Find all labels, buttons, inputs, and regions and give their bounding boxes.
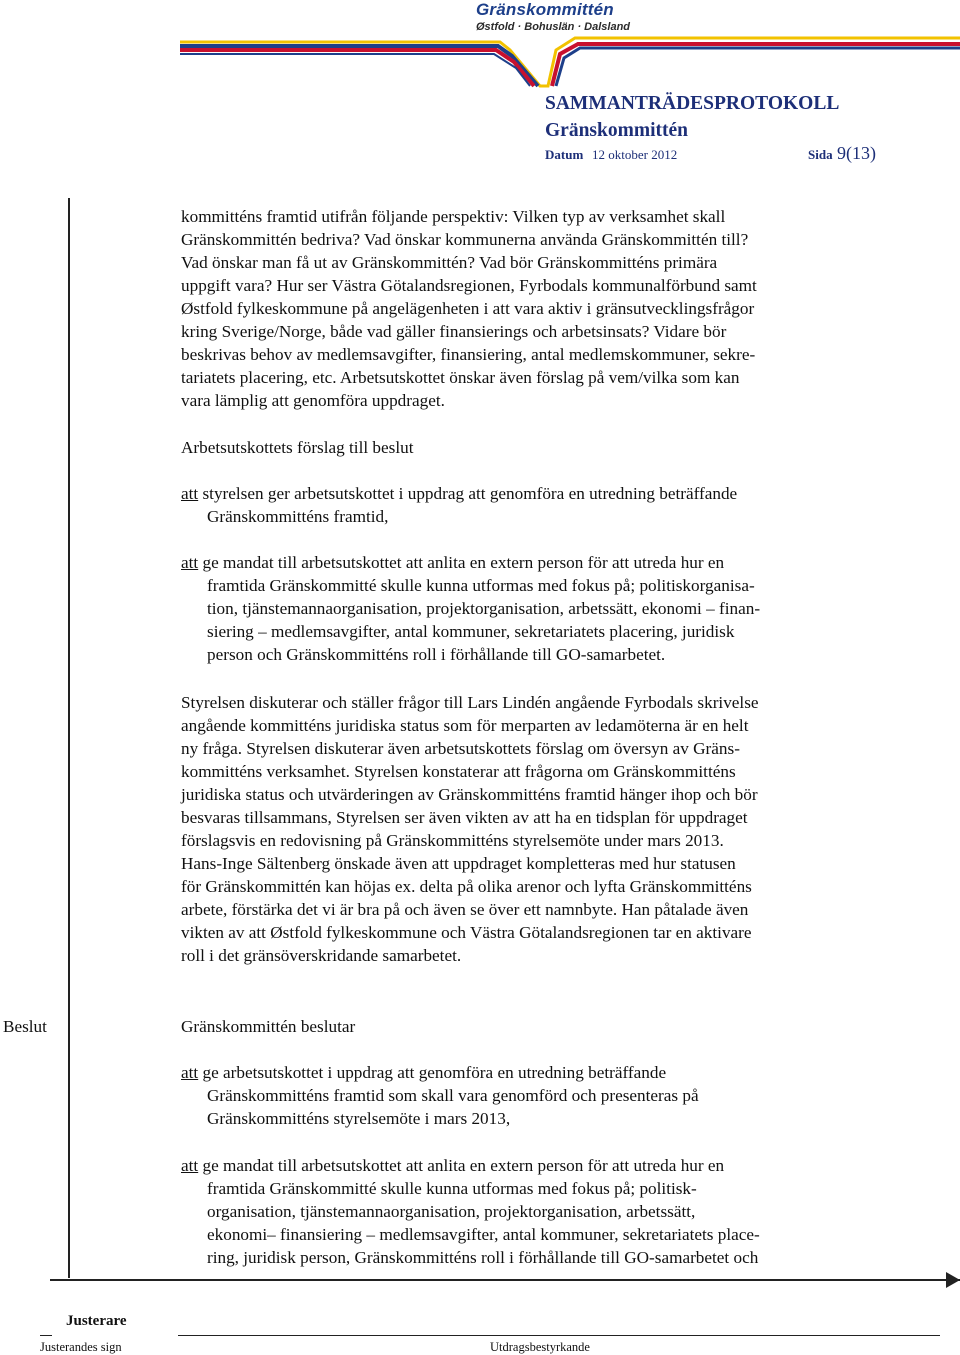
text-line: att ge arbetsutskottet i uppdrag att genomföra en utredning beträffande <box>181 1063 667 1082</box>
margin-rule <box>68 198 70 1278</box>
text-line: Styrelsen diskuterar och ställer frågor till Lars Lindén angående Fyrbodals skrivelse <box>181 693 759 712</box>
text-line: organisation, tjänstemannaorganisation, projektorganisation, arbetssätt, <box>207 1202 696 1221</box>
text-line: Gränskommitténs styrelsemöte i mars 2013, <box>207 1109 511 1128</box>
text-line: Gränskommittén bedriva? Vad önskar kommunerna använda Gränskommittén till? <box>181 230 749 249</box>
text-line: tariatets placering, etc. Arbetsutskottet önskar även förslag på vem/vilka som kan <box>181 368 740 387</box>
text-line: förslagsvis en redovisning på Gränskommitténs styrelsemöte under mars 2013. <box>181 831 724 850</box>
text-line: för Gränskommittén kan höjas ex. delta på olika arenor och lyfta Gränskommitténs <box>181 877 752 896</box>
decision-label: Beslut <box>3 1017 47 1036</box>
organization-name: Gränskommittén <box>545 120 688 141</box>
text-line: roll i det gränsöverskridande samarbetet. <box>181 946 462 965</box>
text-line: kommitténs framtid utifrån följande perspektiv: Vilken typ av verksamhet skall <box>181 207 726 226</box>
decision-heading: Gränskommittén beslutar <box>181 1017 356 1036</box>
text-line: angående kommitténs juridiska status som för merparten av ledamöterna är en helt <box>181 716 749 735</box>
text-line: siering – medlemsavgifter, antal kommuner, sekretariatets placering, juridisk <box>207 622 735 641</box>
footer-utdragsbestyrkande: Utdragsbestyrkande <box>490 1340 590 1354</box>
text-line: beskrivas behov av medlemsavgifter, finansiering, antal medlemskommuner, sekre- <box>181 345 756 364</box>
logo-title: Gränskommittén <box>476 0 614 19</box>
text-line: att styrelsen ger arbetsutskottet i uppdrag att genomföra en utredning beträffande <box>181 484 738 503</box>
text-line: Gränskommitténs framtid, <box>207 507 389 526</box>
text-line: arbete, förstärka det vi är bra på och även se över ett namnbyte. Han påtalade även <box>181 900 749 919</box>
text-line: att ge mandat till arbetsutskottet att anlita en extern person för att utreda hur en <box>181 1156 725 1175</box>
date-value: 12 oktober 2012 <box>592 147 678 162</box>
footer-justerandes-sign: Justerandes sign <box>40 1340 122 1354</box>
text-line: Hans-Inge Sältenberg önskade även att uppdraget kompletteras med hur statusen <box>181 854 736 873</box>
bottom-rule <box>50 1279 960 1281</box>
text-line: ring, juridisk person, Gränskommitténs roll i förhållande till GO-samarbetet och <box>207 1248 759 1267</box>
signature-line <box>40 1335 52 1336</box>
page-number: 9(13) <box>837 143 876 163</box>
text-line: juridiska status och utvärderingen av Gränskommitténs framtid hänger ihop och bör <box>181 785 758 804</box>
text-line: ekonomi– finansiering – medlemsavgifter, antal kommuner, sekretariatets place- <box>207 1225 760 1244</box>
page-label: Sida <box>808 147 833 162</box>
protocol-title: SAMMANTRÄDESPROTOKOLL <box>545 93 840 114</box>
text-line: framtida Gränskommitté skulle kunna utformas med fokus på; politisk- <box>207 1179 697 1198</box>
text-line: kommitténs verksamhet. Styrelsen konstaterar att frågorna om Gränskommitténs <box>181 762 736 781</box>
flag-ribbon-logo <box>0 28 960 88</box>
att-keyword: att <box>181 553 199 572</box>
text-line: Gränskommitténs framtid som skall vara genomförd och presenteras på <box>207 1086 699 1105</box>
date-label: Datum <box>545 147 584 162</box>
text-line: att ge mandat till arbetsutskottet att anlita en extern person för att utreda hur en <box>181 553 725 572</box>
att-keyword: att <box>181 1063 199 1082</box>
proposal-heading: Arbetsutskottets förslag till beslut <box>181 438 414 457</box>
att-keyword: att <box>181 484 199 503</box>
text-line: kring Sverige/Norge, både vad gäller finansierings och arbetsinsats? Vidare bör <box>181 322 727 341</box>
text-line: uppgift vara? Hur ser Västra Götalandsregionen, Fyrbodals kommunalförbund samt <box>181 276 757 295</box>
att-keyword: att <box>181 1156 199 1175</box>
text-line: tion, tjänstemannaorganisation, projektorganisation, arbetssätt, ekonomi – finan- <box>207 599 761 618</box>
text-line: person och Gränskommitténs roll i förhållande till GO-samarbetet. <box>207 645 666 664</box>
text-line: framtida Gränskommitté skulle kunna utformas med fokus på; politiskorganisa- <box>207 576 755 595</box>
text-line: vikten av att Østfold fylkeskommune och Västra Götalandsregionen tar en aktivare <box>181 923 752 942</box>
text-line: besvaras tillsammans, Styrelsen ser även vikten av att ha en tidsplan för uppdraget <box>181 808 748 827</box>
arrow-right-icon <box>946 1272 960 1288</box>
footer-justerare: Justerare <box>66 1313 127 1329</box>
text-line: Vad önskar man få ut av Gränskommittén? Vad bör Gränskommitténs primära <box>181 253 718 272</box>
text-line: Østfold fylkeskommune på angelägenheten i att vara aktiv i gränsutvecklingsfrågor <box>181 299 755 318</box>
logo-subtitle: Østfold · Bohuslän · Dalsland <box>476 21 631 33</box>
text-line: vara lämplig att genomföra uppdraget. <box>181 391 445 410</box>
signature-line <box>178 1335 940 1336</box>
text-line: ny fråga. Styrelsen diskuterar även arbetsutskottets förslag om översyn av Gräns- <box>181 739 740 758</box>
